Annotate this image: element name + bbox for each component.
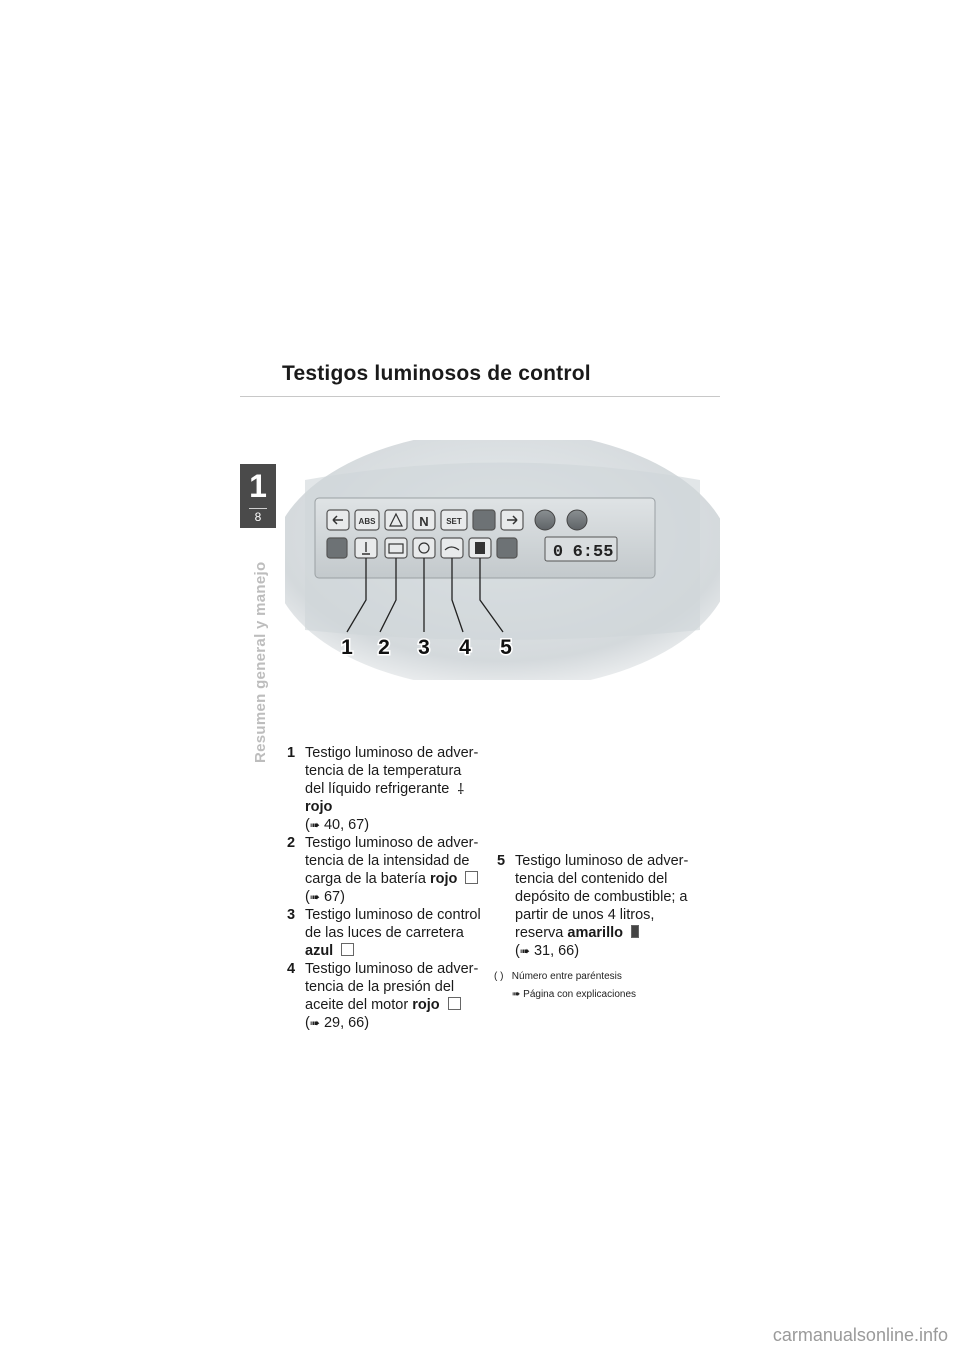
parentheses-symbol: ( ) xyxy=(494,971,504,982)
oil-pressure-icon xyxy=(448,997,461,1010)
legend-number: 2 xyxy=(287,835,296,851)
callout-5: 5 xyxy=(500,636,512,659)
legend-item-1: 1 Testigo luminoso de adver-tencia de la temperatura del líquido refrigerante ⸸ rojo (➠ 40, 67) xyxy=(287,745,479,833)
callout-2: 2 xyxy=(378,636,390,659)
page-reference-arrow: ➠ xyxy=(309,890,320,904)
chapter-tab xyxy=(240,464,276,528)
page-title: Testigos luminosos de control xyxy=(282,362,591,385)
legend-color: rojo xyxy=(305,799,333,815)
callout-3: 3 xyxy=(418,636,430,659)
gear-readout: 0 xyxy=(552,543,564,562)
callout-1: 1 xyxy=(341,636,353,659)
legend-pages: 67 xyxy=(323,889,341,905)
legend-item-5: 5 Testigo luminoso de adver-tencia del contenido del depósito de combustible; a partir de unos 4 litros, reserva amarillo (➠ 31, 66) xyxy=(497,853,689,959)
legend-text: Testigo luminoso de adver-tencia de la intensidad de carga de la batería xyxy=(305,835,479,887)
set-label: SET xyxy=(446,517,462,526)
battery-icon xyxy=(385,538,407,558)
legend-item-4: 4 Testigo luminoso de adver-tencia de la presión del aceite del motor rojo (➠ 29, 66) xyxy=(287,961,479,1031)
legend-text: Testigo luminoso de control de las luces de carretera xyxy=(305,907,481,941)
blank-indicator-icon xyxy=(473,510,495,530)
legend-color: amarillo xyxy=(567,925,623,941)
page-arrow-icon: ➠ xyxy=(512,989,521,1000)
blank-indicator-icon xyxy=(327,538,347,558)
battery-icon xyxy=(465,871,478,884)
legend-text: Testigo luminoso de adver-tencia de la temperatura del líquido refrigerante xyxy=(305,745,479,797)
coolant-temperature-icon: ⸸ xyxy=(457,782,465,798)
neutral-label: N xyxy=(419,514,429,529)
abs-label: ABS xyxy=(358,517,376,526)
legend-number: 5 xyxy=(497,853,506,869)
high-beam-icon xyxy=(341,943,354,956)
legend-color: azul xyxy=(305,943,334,959)
time-readout: 6:55 xyxy=(572,543,614,562)
legend-left-column xyxy=(287,744,482,1032)
legend-text: Testigo luminoso de adver-tencia del contenido del depósito de combustible; a partir de unos 4 litros, reserva xyxy=(515,853,689,941)
legend-pages: 29, 66 xyxy=(323,1015,365,1031)
control-button-right xyxy=(567,510,587,530)
page-reference-arrow: ➠ xyxy=(519,944,530,958)
parentheses-text: Número entre paréntesis xyxy=(511,971,622,982)
footnote-parentheses xyxy=(494,971,622,982)
page-number: 8 xyxy=(254,510,262,524)
bottom-indicator-row xyxy=(327,538,517,558)
high-beam-icon xyxy=(413,538,435,558)
watermark-text: carmanualsonline.info xyxy=(772,1325,948,1345)
legend-right-column xyxy=(497,852,692,960)
instrument-panel-figure xyxy=(285,440,720,680)
legend-number: 3 xyxy=(287,907,296,923)
footnote-arrow xyxy=(512,989,636,1000)
legend-color: rojo xyxy=(429,871,458,887)
legend-number: 4 xyxy=(287,961,296,977)
page-reference-arrow: ➠ xyxy=(309,818,320,832)
legend-color: rojo xyxy=(412,997,440,1013)
legend-item-2: 2 Testigo luminoso de adver-tencia de la intensidad de carga de la batería rojo (➠ 67) xyxy=(287,835,479,905)
legend-pages: 40, 67 xyxy=(323,817,365,833)
legend-number: 1 xyxy=(287,745,296,761)
side-chapter-label: Resumen general y manejo xyxy=(252,561,269,763)
callout-4: 4 xyxy=(459,636,471,659)
control-button-left xyxy=(535,510,555,530)
legend-item-3 xyxy=(287,906,482,960)
page-reference-arrow: ➠ xyxy=(309,1016,320,1030)
legend-text: Testigo luminoso de adver-tencia de la presión del aceite del motor xyxy=(305,961,479,1013)
blank-indicator-icon xyxy=(497,538,517,558)
fuel-icon xyxy=(631,925,639,938)
oil-pressure-icon xyxy=(441,538,463,558)
legend-pages: 31, 66 xyxy=(533,943,575,959)
chapter-number: 1 xyxy=(249,468,267,504)
arrow-text: Página con explicaciones xyxy=(523,989,637,1000)
title-divider xyxy=(240,396,720,397)
